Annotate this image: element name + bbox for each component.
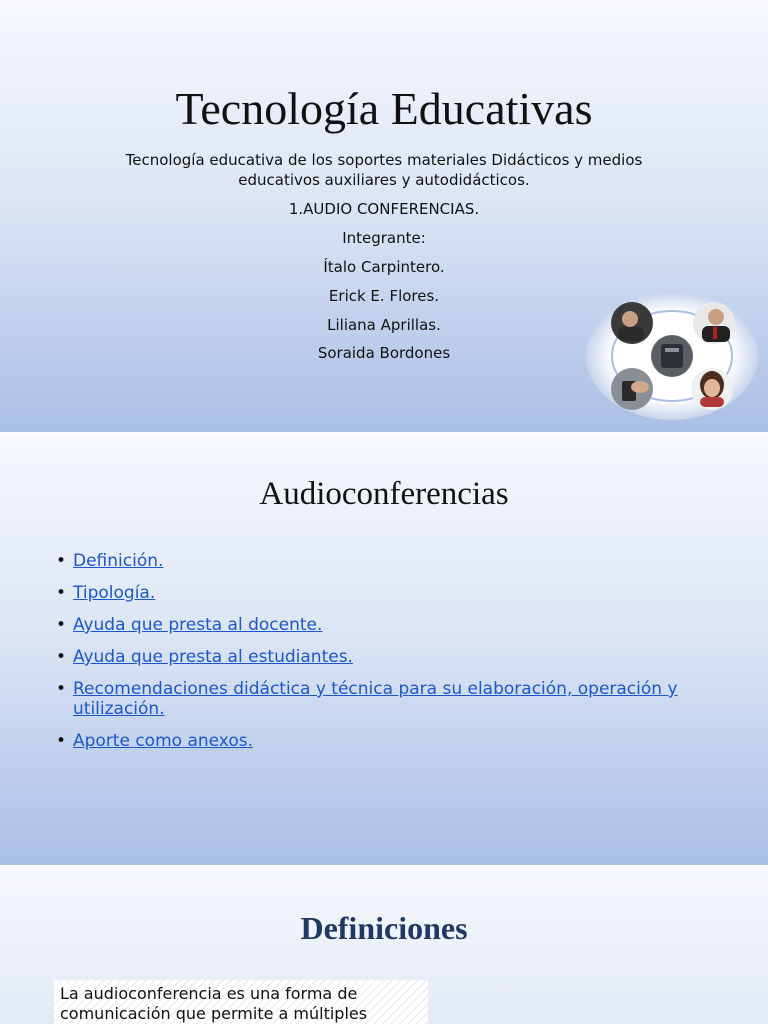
list-item: • Ayuda que presta al docente. <box>56 615 323 635</box>
subtitle-line-2: educativos auxiliares y autodidácticos. <box>238 171 530 189</box>
slide-index <box>0 433 768 866</box>
definiciones-heading: Definiciones <box>300 910 468 946</box>
link-recomendaciones[interactable]: Recomendaciones didáctica y técnica para su elaboración, operación y utilización. <box>73 679 678 719</box>
communication-collage-image <box>584 289 760 423</box>
list-item: • Definición. <box>56 551 164 571</box>
definition-text-box: La audioconferencia es una forma de comunicación que permite a múltiples <box>54 980 428 1024</box>
link-ayuda-docente[interactable]: Ayuda que presta al docente. <box>73 615 323 635</box>
members-label: Integrante: <box>342 229 426 247</box>
index-link-list <box>56 551 736 763</box>
hand-phone-photo <box>611 368 653 410</box>
member-1: Ítalo Carpintero. <box>323 258 445 276</box>
member-3: Liliana Aprillas. <box>327 316 441 334</box>
list-item: • Recomendaciones didáctica y técnica para su elaboración, operación y utilización. <box>56 679 678 719</box>
topic-line: 1.AUDIO CONFERENCIAS. <box>288 200 480 218</box>
list-item: • Ayuda que presta al estudiantes. <box>56 647 353 667</box>
index-heading: Audioconferencias <box>259 476 509 512</box>
subtitle-line-1: Tecnología educativa de los soportes materiales Didácticos y medios <box>125 151 643 169</box>
telephone-photo <box>651 335 693 377</box>
person-phone-photo <box>693 302 735 344</box>
link-tipologia[interactable]: Tipología. <box>73 583 156 603</box>
slide-definiciones <box>0 866 768 1024</box>
list-item: • Tipología. <box>56 583 156 603</box>
link-ayuda-estudiantes[interactable]: Ayuda que presta al estudiantes. <box>73 647 353 667</box>
woman-headset-photo <box>691 368 733 410</box>
list-item: • Aporte como anexos. <box>56 731 254 751</box>
slide-title <box>0 0 768 433</box>
person-headset-photo <box>611 302 653 344</box>
member-2: Erick E. Flores. <box>328 287 440 305</box>
link-aporte-anexos[interactable]: Aporte como anexos. <box>73 731 254 751</box>
member-4: Soraida Bordones <box>317 344 451 362</box>
link-definicion[interactable]: Definición. <box>73 551 164 571</box>
slide-title-heading: Tecnología Educativas <box>175 83 593 134</box>
